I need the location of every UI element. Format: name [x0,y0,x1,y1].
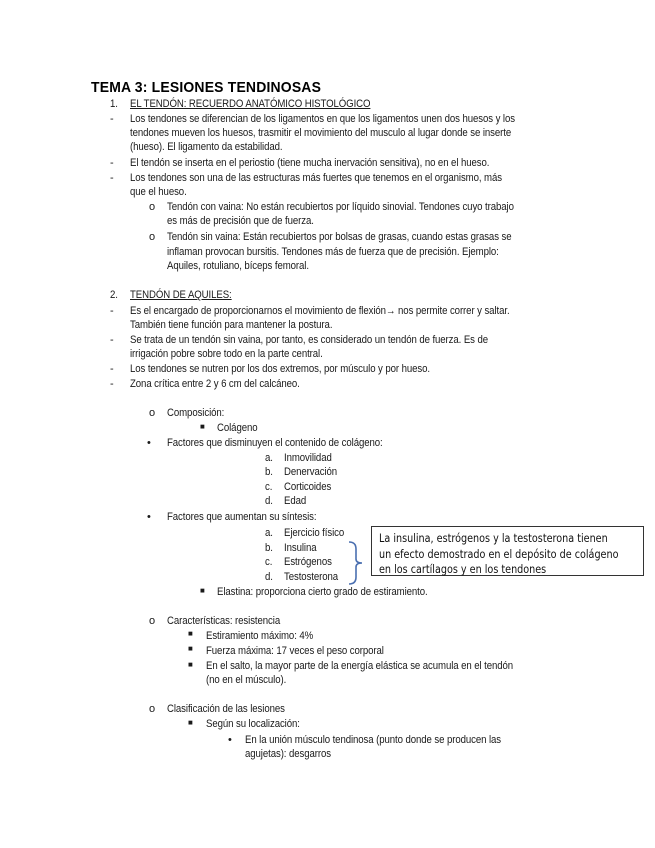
text-line: Clasificación de las lesiones [167,703,285,715]
text-line: Se trata de un tendón sin vaina, por tanto, es considerado un tendón de fuerza. Es de [130,334,489,346]
square-bullet: ■ [200,586,205,595]
text-line: (hueso). El ligamento da estabilidad. [130,141,283,153]
curly-brace-icon [346,540,368,586]
list-letter: d. [265,571,273,583]
text-line: Aquiles, rotuliano, bíceps femoral. [167,260,309,272]
text-line: Características: resistencia [167,615,281,627]
circle-bullet: o [149,615,156,627]
text-line: Tendón con vaina: No están recubiertos por líquido sinovial. Tendones cuyo trabajo [167,201,514,213]
text-line: es más de precisión que de fuerza. [167,215,314,227]
dot-bullet: • [147,437,151,449]
text-line: Los tendones se diferencian de los ligamentos en que los ligamentos unen dos huesos y los [130,113,515,125]
text-line: Composición: [167,407,225,419]
dash-bullet: - [110,363,114,375]
text-line: que el hueso. [130,186,187,198]
text-line: tendones mueven los huesos, trasmitir el movimiento del musculo al lugar donde se inserte [130,127,512,139]
square-bullet: ■ [200,422,205,431]
dash-bullet: - [110,334,114,346]
list-letter: c. [265,556,273,568]
note-callout-box [371,526,644,576]
circle-bullet: o [149,201,156,213]
text-line: inflaman provocan bursitis. Tendones más de fuerza que de precisión. Ejemplo: [167,246,499,258]
square-bullet: ■ [188,629,193,638]
text-line: Fuerza máxima: 17 veces el peso corporal [206,645,384,657]
list-letter: b. [265,542,273,554]
callout-line: un efecto demostrado en el depósito de colágeno [379,547,619,561]
dash-bullet: - [110,305,114,317]
list-letter: a. [265,527,273,539]
square-bullet: ■ [188,660,193,669]
text-line: Tendón sin vaina: Están recubiertos por bolsas de grasas, cuando estas grasas se [167,231,512,243]
section-2-heading: TENDÓN DE AQUILES: [130,289,232,301]
callout-line: en los cartílagos y en los tendones [379,563,547,576]
list-item: Estrógenos [284,556,332,568]
text-line: agujetas): desgarros [245,748,331,760]
text-line: Factores que aumentan su síntesis: [167,511,317,523]
text-line: Los tendones se nutren por los dos extremos, por músculo y por hueso. [130,363,430,375]
dash-bullet: - [110,157,114,169]
text-line: Estiramiento máximo: 4% [206,630,314,642]
page-title: TEMA 3: LESIONES TENDINOSAS [91,79,322,96]
list-item: Corticoides [284,481,332,493]
list-item: Inmovilidad [284,452,332,464]
dash-bullet: - [110,172,114,184]
list-item: Edad [284,495,307,507]
text-line: En la unión músculo tendinosa (punto donde se producen las [245,734,502,746]
text-line: (no en el músculo). [206,674,287,686]
list-item: Denervación [284,466,338,478]
text-line: Elastina: proporciona cierto grado de estiramiento. [217,586,428,598]
text-line: Colágeno [217,422,258,434]
text-line: El tendón se inserta en el periostio (tiene mucha inervación sensitiva), no en el hueso. [130,157,490,169]
list-letter: b. [265,466,273,478]
list-item: Testosterona [284,571,339,583]
square-bullet: ■ [188,644,193,653]
text-line: Zona crítica entre 2 y 6 cm del calcáneo. [130,378,300,390]
callout-line: La insulina, estrógenos y la testosterona tienen [379,532,608,545]
circle-bullet: o [149,703,156,715]
text-line: Es el encargado de proporcionarnos el movimiento de flexión→ nos permite correr y saltar. [130,305,510,317]
list-item: Insulina [284,542,317,554]
text-line: Los tendones son una de las estructuras más fuertes que tenemos en el organismo, más [130,172,502,184]
list-letter: d. [265,495,273,507]
dot-bullet: • [147,511,151,523]
text-line: También tiene función para mantener la postura. [130,319,333,331]
list-letter: a. [265,452,273,464]
dash-bullet: - [110,378,114,390]
circle-bullet: o [149,407,156,419]
square-bullet: ■ [188,718,193,727]
section-1-heading: EL TENDÓN: RECUERDO ANATÓMICO HISTOLÓGICO [130,98,371,110]
section-1-number: 1. [110,98,118,110]
text-line: Factores que disminuyen el contenido de colágeno: [167,437,383,449]
dot-bullet: • [228,734,232,746]
text-line: irrigación pobre sobre todo en la parte central. [130,348,323,360]
text-line: Según su localización: [206,718,300,730]
list-item: Ejercicio físico [284,527,345,539]
dash-bullet: - [110,113,114,125]
circle-bullet: o [149,231,156,243]
text-line: En el salto, la mayor parte de la energía elástica se acumula en el tendón [206,660,514,672]
list-letter: c. [265,481,273,493]
section-2-number: 2. [110,289,118,301]
